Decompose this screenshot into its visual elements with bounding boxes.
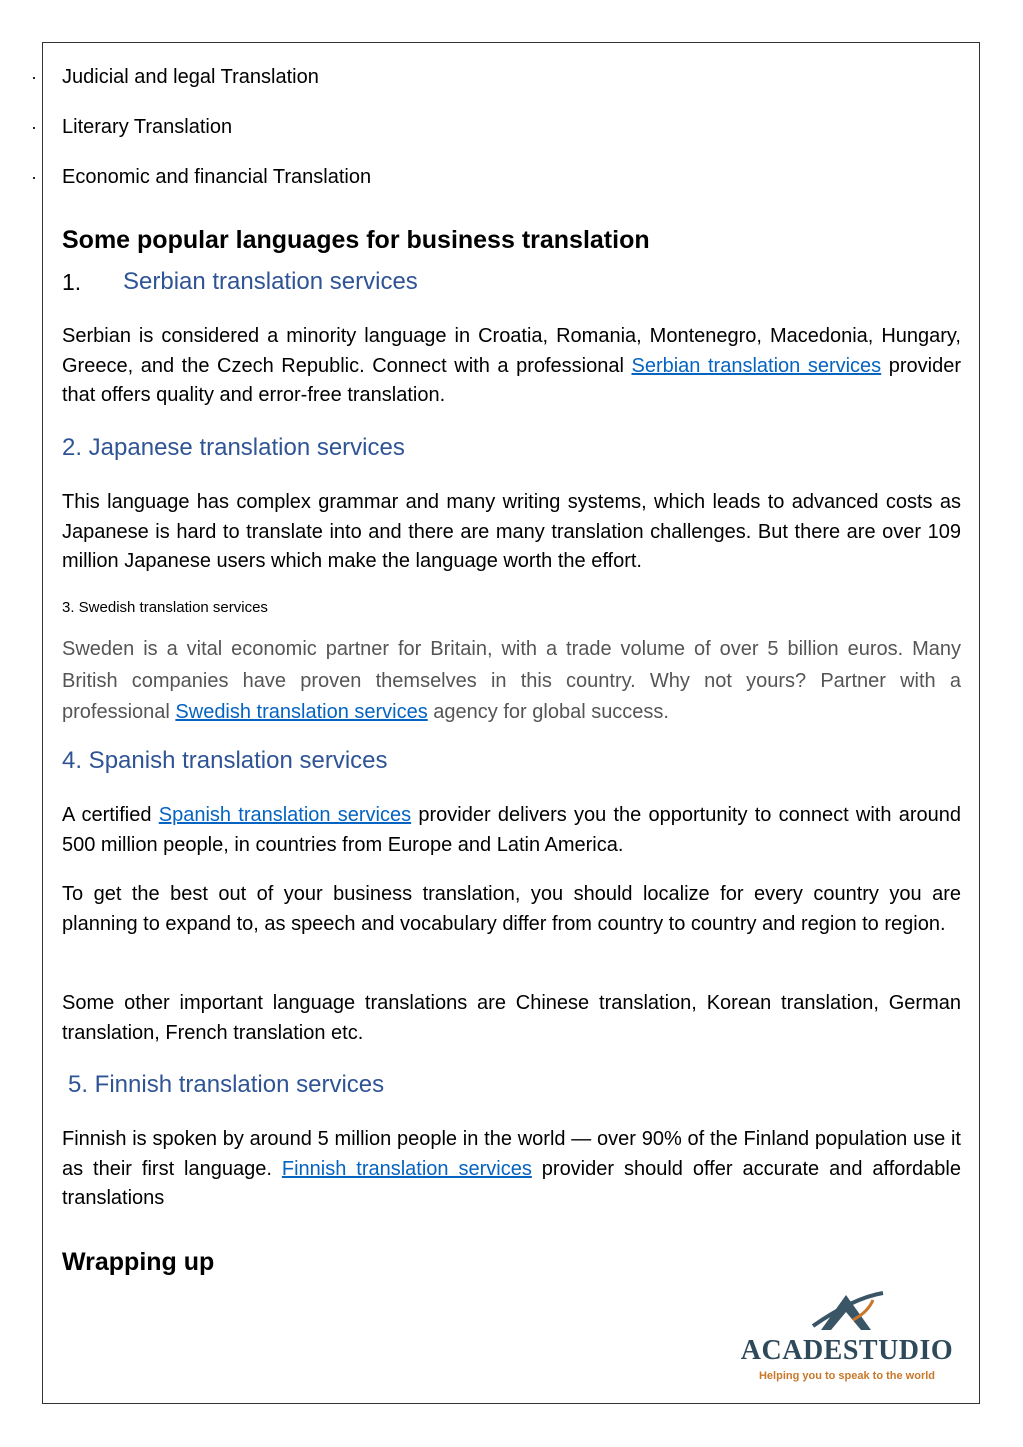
- bullet-item: [0, 112, 1000, 142]
- paragraph-text: Finnish is spoken by around 5 million people in the world — over 90% of the Finland population use it as their first language.: [62, 1128, 961, 1180]
- section-heading-wrapping-up: Wrapping up: [62, 1248, 215, 1276]
- paragraph-japanese: This language has complex grammar and many writing systems, which leads to advanced costs as Japanese is hard to translate into and there are many translation challenges. But there are over 109 million Japanese users which make the language worth the effort.: [62, 491, 961, 572]
- bullet-dot: ·: [31, 117, 37, 137]
- bullet-dot: ·: [31, 167, 37, 187]
- bullet-text: Literary Translation: [62, 116, 233, 138]
- bullet-item: [0, 162, 1000, 192]
- bullet-text: Judicial and legal Translation: [62, 66, 319, 88]
- paragraph-swedish: [62, 634, 961, 729]
- paragraph-text: provider delivers you the opportunity to connect with around 500 million people, in countries from Europe and Latin America.: [62, 804, 961, 856]
- paragraph-finnish: [62, 1125, 961, 1214]
- bullet-dot: ·: [31, 67, 37, 87]
- bullet-text: Economic and financial Translation: [62, 166, 372, 188]
- paragraph-text: agency for global success.: [427, 701, 669, 723]
- paragraph-text: provider that offers quality and error-free translation.: [62, 354, 961, 406]
- section-heading-languages: Some popular languages for business translation: [62, 226, 650, 254]
- subheading-number: 1.: [62, 269, 82, 295]
- logo-tagline: Helping you to speak to the world: [758, 1370, 935, 1382]
- paragraph-spanish-2: To get the best out of your business translation, you should localize for every country you are planning to expand to, as speech and vocabulary differ from country to country and region to region.: [62, 883, 961, 935]
- paragraph-text: A certified: [62, 804, 159, 826]
- bullet-item: [0, 62, 1000, 92]
- subheading-finnish: 5. Finnish translation services: [68, 1071, 385, 1098]
- subheading-swedish: 3. Swedish translation services: [62, 599, 268, 616]
- subheading-title: Serbian translation services: [123, 268, 418, 295]
- link-finnish-translation[interactable]: Finnish translation services: [281, 1157, 532, 1180]
- link-serbian-translation[interactable]: Serbian translation services: [631, 354, 882, 377]
- paragraph-text: Serbian is considered a minority language in Croatia, Romania, Montenegro, Macedonia, Hungary, Greece, and the Czech Republic. Connect with a professional: [62, 325, 961, 377]
- paragraph-text: provider should offer accurate and affordable translations: [62, 1157, 961, 1209]
- link-swedish-translation[interactable]: Swedish translation services: [175, 701, 428, 723]
- paragraph-serbian: [62, 322, 961, 411]
- paragraph-spanish-1: [62, 801, 961, 860]
- subheading-serbian: [62, 266, 662, 299]
- subheading-spanish: 4. Spanish translation services: [62, 747, 388, 774]
- subheading-japanese: 2. Japanese translation services: [62, 434, 405, 461]
- acadestudio-logo: [733, 1290, 961, 1385]
- link-spanish-translation[interactable]: Spanish translation services: [158, 804, 412, 826]
- paragraph-spanish-3: Some other important language translations are Chinese translation, Korean translation, German translation, French translation etc.: [62, 992, 961, 1044]
- paragraph-text: Sweden is a vital economic partner for Britain, with a trade volume of over 5 billion euros. Many British companies have proven themselves in this country. Why not yours? Partner with a professional: [62, 638, 961, 723]
- logo-name: ACADESTUDIO: [740, 1335, 954, 1366]
